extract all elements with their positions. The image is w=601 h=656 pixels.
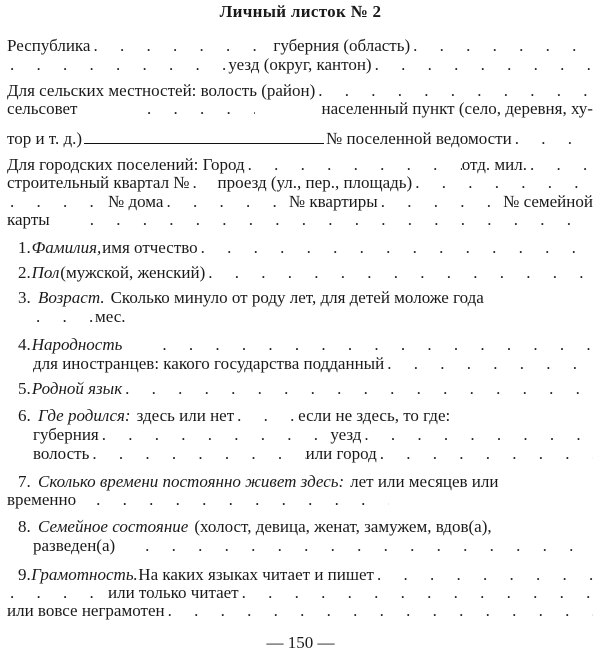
label-city: Для городских поселений: Город [7, 155, 245, 174]
label-khutor: тор и т. д.) [7, 129, 83, 148]
label-house-no: № дома [108, 192, 164, 211]
label-rural-volost: Для сельских местностей: волость (район) [7, 81, 316, 100]
item-9-reads-only-label: или только читает [108, 583, 239, 602]
item-9-label: На каких языках читает и пишет [138, 565, 374, 584]
label-settlement: населенный пункт (село, деревня, ху- [321, 99, 593, 118]
item-6-cont-2 [33, 444, 593, 464]
label-militia-dept: отд. мил. [461, 155, 527, 174]
label-card: карты [7, 210, 50, 229]
item-2-label: (мужской, женский) [60, 263, 206, 282]
fill-residence-duration[interactable] [76, 490, 389, 510]
item-9-illiterate-label: или вовсе неграмотен [7, 601, 165, 620]
fill-gubernia[interactable] [410, 36, 593, 56]
fill-selsovet[interactable] [144, 99, 255, 119]
label-building-quarter: строительный квартал № [7, 173, 190, 192]
item-1-label-italic: Фамилия, [31, 238, 102, 257]
item-8-cont [33, 536, 593, 556]
item-7 [18, 472, 593, 492]
item-5-label-italic: Родной язык [31, 379, 123, 398]
field-selsovet-line [7, 99, 593, 119]
item-number: 1. [18, 238, 31, 257]
fill-street[interactable] [412, 173, 593, 193]
item-5 [18, 379, 593, 399]
fill-citizenship[interactable] [384, 354, 593, 374]
item-number: 7. [18, 472, 31, 491]
item-7-cont [7, 490, 593, 510]
item-9 [18, 565, 593, 585]
item-6-label: здесь или нет [136, 406, 235, 425]
fill-birth-city[interactable] [377, 444, 593, 464]
fill-birth-gubernia[interactable] [99, 425, 331, 445]
item-6-uezd-label: уезд [330, 425, 362, 444]
fill-uezd-prefix[interactable] [7, 55, 228, 75]
item-6-label-2: если не здесь, то где: [298, 406, 451, 425]
item-1 [18, 238, 593, 258]
fill-birth-volost[interactable] [89, 444, 305, 464]
fill-settlement-underline[interactable] [84, 129, 324, 144]
item-6-label-italic: Где родился: [38, 406, 131, 425]
item-6-volost-label: волость [33, 444, 90, 463]
label-family-card-no: № семейной [503, 192, 593, 211]
field-rural-volost-line [7, 81, 593, 101]
item-number: 4. [18, 335, 31, 354]
fill-settlement-register[interactable] [512, 129, 593, 149]
item-3-months-label: мес. [95, 307, 126, 326]
fill-marital-status[interactable] [115, 536, 593, 556]
fill-reads-only[interactable] [239, 583, 593, 603]
fill-street-cont[interactable] [7, 192, 108, 212]
item-number: 5. [18, 379, 31, 398]
item-3-label: Сколько минуло от роду лет, для детей моложе года [110, 288, 484, 307]
fill-building-quarter[interactable] [190, 173, 218, 193]
fill-born-here[interactable] [234, 406, 298, 426]
fill-uezd[interactable] [372, 55, 593, 75]
fill-family-card-no[interactable] [50, 210, 593, 230]
item-8-label: (холост, девица, женат, замужем, вдов(а), [194, 517, 492, 536]
item-9-label-italic: Грамотность. [31, 565, 138, 584]
item-6-city-label: или город [305, 444, 377, 463]
item-2-label-italic: Пол [31, 263, 60, 282]
label-gubernia: губерния (область) [273, 36, 411, 55]
item-number: 6. [18, 406, 31, 425]
label-street: проезд (ул., пер., площадь) [217, 173, 413, 192]
fill-nationality[interactable] [122, 335, 593, 355]
item-7-label: лет или месяцев или [350, 472, 499, 491]
fill-apartment-no[interactable] [378, 192, 503, 212]
item-4 [18, 335, 593, 355]
fill-age-months[interactable] [33, 307, 95, 327]
fill-native-language[interactable] [122, 379, 593, 399]
item-number: 2. [18, 263, 31, 282]
fill-reads-writes[interactable] [374, 565, 593, 585]
item-9-cont-1 [7, 583, 593, 603]
field-republic-line [7, 36, 593, 56]
label-selsovet: сельсовет [7, 99, 78, 118]
fill-city[interactable] [245, 155, 462, 175]
item-6-cont-1 [33, 425, 593, 445]
field-card-line [7, 210, 593, 230]
fill-republic[interactable] [90, 36, 273, 56]
item-number: 3. [18, 288, 31, 307]
label-settlement-register: № поселенной ведомости [326, 129, 512, 148]
item-6-gubernia-label: губерния [33, 425, 99, 444]
fill-reads-writes-cont[interactable] [7, 583, 108, 603]
label-republic: Республика [7, 36, 91, 55]
item-4-label-italic: Народность [31, 335, 123, 354]
item-3-cont [33, 307, 593, 327]
item-8 [18, 517, 593, 537]
fill-sex[interactable] [205, 263, 593, 283]
fill-birth-uezd[interactable] [361, 425, 593, 445]
item-4-cont [33, 354, 593, 374]
label-uezd: уезд (округ, кантон) [228, 55, 372, 74]
field-uezd-line [7, 55, 593, 75]
item-number: 8. [18, 517, 31, 536]
item-8-divorced-label: разведен(а) [33, 536, 116, 555]
item-3 [18, 288, 593, 308]
item-7-label-italic: Сколько времени постоянно живет здесь: [38, 472, 345, 491]
fill-rural-volost[interactable] [315, 81, 593, 101]
item-4-foreigners-label: для иностранцев: какого государства подданный [33, 354, 385, 373]
item-7-temporary-label: временно [7, 490, 77, 509]
label-apartment-no: № квартиры [288, 192, 378, 211]
item-9-cont-2 [7, 601, 593, 621]
fill-full-name[interactable] [198, 238, 593, 258]
item-number: 9. [18, 565, 31, 584]
fill-illiterate[interactable] [165, 601, 593, 621]
field-quarter-line [7, 173, 593, 193]
item-3-label-italic: Возраст. [38, 288, 105, 307]
field-city-line [7, 155, 593, 175]
fill-militia-dept[interactable] [527, 155, 593, 175]
field-khutor-line [7, 129, 593, 149]
item-1-label: имя отчество [102, 238, 198, 257]
item-6 [18, 406, 593, 426]
page-number: — 150 — [266, 633, 335, 652]
item-2 [18, 263, 593, 283]
fill-house-no[interactable] [163, 192, 288, 212]
item-8-label-italic: Семейное состояние [38, 517, 189, 536]
document-title: Личный листок № 2 [219, 2, 382, 21]
field-house-line [7, 192, 593, 212]
